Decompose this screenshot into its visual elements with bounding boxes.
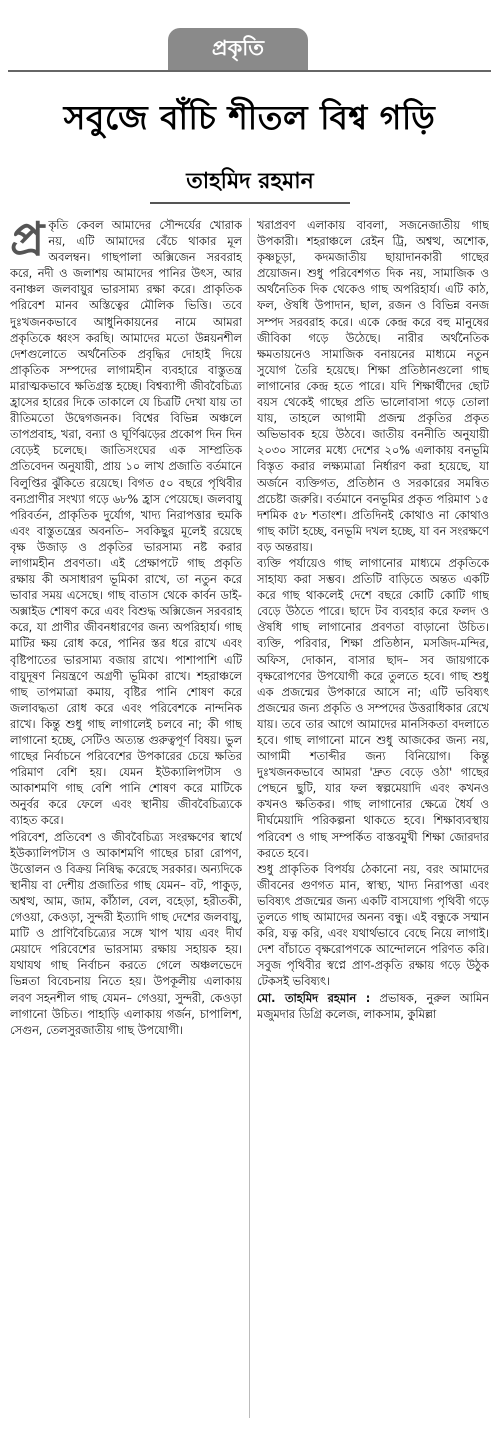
article-paragraph: খরাপ্রবণ এলাকায় বাবলা, সজনেজাতীয় গাছ উপকারী। শহরাঞ্চলে রেইন ট্রি, অশ্বত্থ, অশোক, কৃষ্ণচূড়া, কদমজাতীয় ছায়াদানকারী গাছের প্রয়োজন। শুধু পরিবেশগত দিক নয়, সামাজিক ও অর্থনৈতিক দিক থেকেও গাছ অপরিহার্য। এটি কাঠ, ফল, ঔষধি উপাদান, ছাল, রজন ও বিভিন্ন বনজ সম্পদ সরবরাহ করে। একে কেন্দ্র করে বহু মানুষের জীবিকা গড়ে উঠেছে। নারীর অর্থনৈতিক ক্ষমতায়নেও সামাজিক বনায়নের মাধ্যমে নতুন সুযোগ তৈরি হয়েছে। শিক্ষা প্রতিষ্ঠানগুলো গাছ লাগানোর কেন্দ্র হতে পারে। যদি শিক্ষার্থীদের ছোট বয়স থেকেই গাছের প্রতি ভালোবাসা গড়ে তোলা যায়, তাহলে আগামী প্রজন্ম প্রকৃতির প্রকৃত অভিভাবক হয়ে উঠবে। জাতীয় বননীতি অনুযায়ী ২০৩০ সালের মধ্যে দেশের ২০% এলাকায় বনভূমি বিস্তৃত করার লক্ষ্যমাত্রা নির্ধারণ করা হয়েছে, যা অর্জনে ব্যক্তিগত, প্রতিষ্ঠান ও সরকারের সমন্বিত প্রচেষ্টা জরুরি। বর্তমানে বনভূমির প্রকৃত পরিমাণ ১৫ দশমিক ৫৮ শতাংশ। প্রতিদিনই কোথাও না কোথাও গাছ কাটা হচ্ছে, বনভূমি দখল হচ্ছে, যা বন সংরক্ষণে বড় অন্তরায়। [257,219,489,554]
author-note [257,991,489,1023]
byline-rule [150,202,350,204]
article-paragraph [10,218,242,830]
drop-cap: প্র [10,218,45,266]
section-rule [8,70,491,72]
article-paragraph: শুধু প্রাকৃতিক বিপর্যয় ঠেকানো নয়, বরং আমাদের জীবনের গুণগত মান, স্বাস্থ্য, খাদ্য নিরাপত্তা এবং ভবিষ্যৎ প্রজন্মের জন্য একটি বাসযোগ্য পৃথিবী গড়ে তুলতে গাছ আমাদের অনন্য বন্ধু। এই বন্ধুকে সম্মান করি, যত্ন করি, এবং যথার্থভাবে বেছে নিয়ে লাগাই। দেশ বাঁচাতে বৃক্ষরোপণকে আন্দোলনে পরিণত করি। সবুজ পৃথিবীর স্বপ্নে প্রাণ-প্রকৃতি রক্ষায় গড়ে উঠুক টেকসই ভবিষ্যৎ। [257,862,489,989]
article-column-left [10,218,242,1426]
article-paragraph: ব্যক্তি পর্যায়েও গাছ লাগানোর মাধ্যমে প্রকৃতিকে সাহায্য করা সম্ভব। প্রতিটি বাড়িতে অন্তত একটি করে গাছ থাকলেই দেশে বছরে কোটি কোটি গাছ বেড়ে উঠতে পারে। ছাদে টব ব্যবহার করে ফলদ ও ঔষধি গাছ লাগানোর প্রবণতা বাড়ানো উচিত। ব্যক্তি, পরিবার, শিক্ষা প্রতিষ্ঠান, মসজিদ-মন্দির, অফিস, দোকান, বাসার ছাদ– সব জায়গাকে বৃক্ষরোপণের উপযোগী করে তুলতে হবে। গাছ শুধু এক প্রজন্মের উপকারে আসে না; এটি ভবিষ্যৎ প্রজন্মের জন্য প্রকৃতি ও সম্পদের উত্তরাধিকার রেখে যায়। তবে তার আগে আমাদের মানসিকতা বদলাতে হবে। গাছ লাগানো মানে শুধু আজকের জন্য নয়, আগামী শতাব্দীর জন্য বিনিয়োগ। কিন্তু দুঃখজনকভাবে আমরা 'দ্রুত বেড়ে ওঠা' গাছের পেছনে ছুটি, যার ফল স্বল্পমেয়াদি এবং কখনও কখনও ক্ষতিকর। গাছ লাগানোর ক্ষেত্রে ধৈর্য ও দীর্ঘমেয়াদি পরিকল্পনা থাকতে হবে। শিক্ষাব্যবস্থায় পরিবেশ ও গাছ সম্পর্কিত বাস্তবমুখী শিক্ষা জোরদার করতে হবে। [257,556,489,860]
previous-page-edge [0,0,499,10]
article-column-right [257,218,489,1426]
article-title: সবুজে বাঁচি শীতল বিশ্ব গড়ি [63,98,436,137]
section-label: প্রকৃতি [211,35,265,60]
author-note-name: মো. তাহমিদ রহমান : [257,991,371,1005]
article-paragraph: পরিবেশ, প্রতিবেশ ও জীববৈচিত্র্য সংরক্ষণের স্বার্থে ইউক্যালিপটাস ও আকাশমণি গাছের চারা রোপণ, উত্তোলন ও বিক্রয় নিষিদ্ধ করেছে সরকার। অন্যদিকে স্থানীয় বা দেশীয় প্রজাতির গাছ যেমন– বট, পাকুড়, অশ্বত্থ, আম, জাম, কাঁঠাল, বেল, বহেড়া, হরীতকী, গেওয়া, কেওড়া, সুন্দরী ইত্যাদি গাছ দেশের জলবায়ু, মাটি ও প্রাণিবৈচিত্র্যের সঙ্গে খাপ খায় এবং দীর্ঘ মেয়াদে পরিবেশের ভারসাম্য রক্ষায় সহায়ক হয়। যথাযথ গাছ নির্বাচন করতে গেলে অঞ্চলভেদে ভিন্নতা বিবেচনায় নিতে হয়। উপকূলীয় এলাকায় লবণ সহনশীল গাছ যেমন– গেওয়া, সুন্দরী, কেওড়া লাগানো উচিত। পাহাড়ি এলাকায় গর্জন, চাপালিশ, সেগুন, তেলসুরজাতীয় গাছ উপযোগী। [10,830,242,1037]
author-note-text: প্রভাষক, নুরুল আমিন মজুমদার ডিগ্রি কলেজ, লাকসাম, কুমিল্লা [257,991,489,1021]
article-byline: তাহমিদ রহমান [186,169,314,194]
column-divider [249,218,250,1418]
paragraph-text: কৃতি কেবল আমাদের সৌন্দর্যের খোরাক নয়, এটি আমাদের বেঁচে থাকার মূল অবলম্বন। গাছপালা অক্সিজেন সরবরাহ করে, নদী ও জলাশয় আমাদের পানির উৎস, আর বনাঞ্চল জলবায়ুর ভারসাম্য রক্ষা করে। প্রাকৃতিক পরিবেশ মানব অস্তিত্বের মৌলিক ভিত্তি। তবে দুঃখজনকভাবে আধুনিকায়নের নামে আমরা প্রকৃতিকে ধ্বংস করছি। আমাদের মতো উন্নয়নশীল দেশগুলোতে অর্থনৈতিক প্রবৃদ্ধির দোহাই দিয়ে প্রাকৃতিক সম্পদের লাগামহীন ব্যবহারে বাস্তুতন্ত্র মারাত্মকভাবে ক্ষতিগ্রস্ত হচ্ছে। বিশ্বব্যাপী জীববৈচিত্র্য হ্রাসের হারের দিকে তাকালে যে চিত্রটি দেখা যায় তা রীতিমতো উদ্বেগজনক। বিশ্বের বিভিন্ন অঞ্চলে তাপপ্রবাহ, খরা, বন্যা ও ঘূর্ণিঝড়ের প্রকোপ দিন দিন বেড়েই চলেছে। জাতিসংঘের এক সাম্প্রতিক প্রতিবেদন অনুযায়ী, প্রায় ১০ লাখ প্রজাতি বর্তমানে বিলুপ্তির ঝুঁকিতে রয়েছে। বিগত ৫০ বছরে পৃথিবীর বন্যপ্রাণীর সংখ্যা গড়ে ৬৮% হ্রাস পেয়েছে। জলবায়ু পরিবর্তন, প্রাকৃতিক দুর্যোগ, খাদ্য নিরাপত্তার হুমকি এবং বাস্তুতন্ত্রের অবনতি– সবকিছুর মূলেই রয়েছে বৃক্ষ উজাড় ও প্রকৃতির ভারসাম্য নষ্ট করার লাগামহীন প্রবণতা। এই প্রেক্ষাপটে গাছ প্রকৃতি রক্ষায় কী অসাধারণ ভূমিকা রাখে, তা নতুন করে ভাবার সময় এসেছে। গাছ বাতাস থেকে কার্বন ডাই-অক্সাইড শোষণ করে এবং বিশুদ্ধ অক্সিজেন সরবরাহ করে, যা প্রাণীর জীবনধারণের জন্য অপরিহার্য। গাছ মাটির ক্ষয় রোধ করে, পানির স্তর ধরে রাখে এবং বৃষ্টিপাতের ভারসাম্য বজায় রাখে। পাশাপাশি এটি বায়ুদূষণ নিয়ন্ত্রণে অগ্রণী ভূমিকা রাখে। শহরাঞ্চলে গাছ তাপমাত্রা কমায়, বৃষ্টির পানি শোষণ করে জলাবদ্ধতা রোধ করে এবং পরিবেশকে নান্দনিক রাখে। কিন্তু শুধু গাছ লাগালেই চলবে না; কী গাছ লাগানো হচ্ছে, সেটিও অত্যন্ত গুরুত্বপূর্ণ বিষয়। ভুল গাছের নির্বাচনে পরিবেশের উপকারের চেয়ে ক্ষতির পরিমাণ বেশি হয়। যেমন ইউক্যালিপটাস ও আকাশমণি গাছ বেশি পানি শোষণ করে মাটিকে অনুর্বর করে ফেলে এবং স্থানীয় জীববৈচিত্র্যকে ব্যাহত করে। [10,219,242,828]
section-tab [168,28,308,70]
